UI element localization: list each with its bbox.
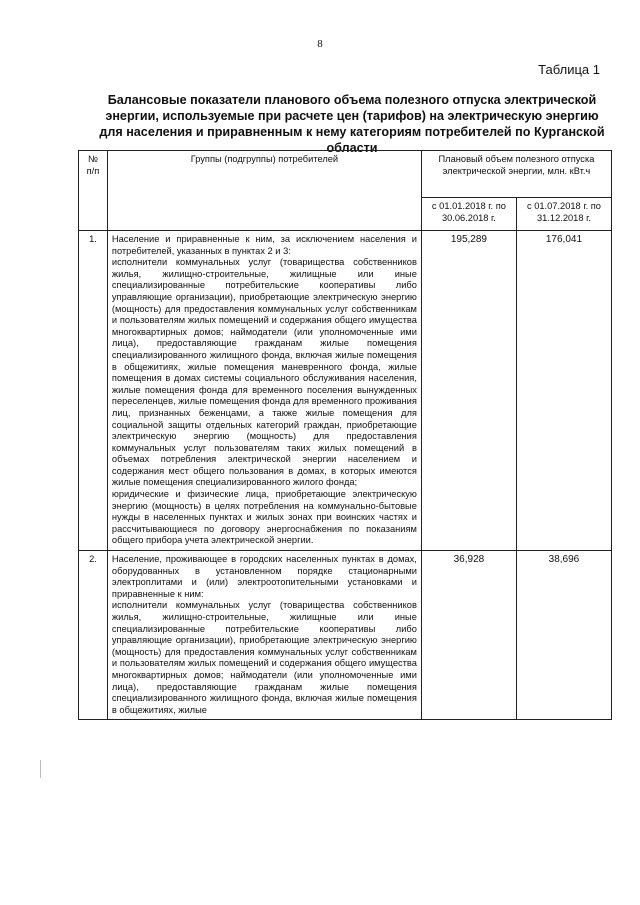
table-row — [79, 231, 612, 551]
header-volume: Плановый объем полезного отпуска электрической энергии, млн. кВт.ч — [421, 151, 611, 198]
value-period-2: 38,696 — [516, 551, 611, 720]
value-period-1: 36,928 — [421, 551, 516, 720]
document-title: Балансовые показатели планового объема полезного отпуска электрической энергии, используемые при расчете цен (тарифов) на электрическую энергию для населения и приравненным к нему категориям потребителей по Курганской области — [99, 93, 605, 155]
consumer-group-text: Население, проживающее в городских населенных пунктах в домах, оборудованных в установленном порядке стационарными электроплитами и (или) электроотопительными установками и приравненные к ним: исполнители коммунальных услуг (товарищества собственников жилья, жилищно-строительные, жилищные или иные специализированные потребительские кооперативы либо управляющие организации), приобретающие электрическую энергию (мощность) для предоставления коммунальных услуг собственникам и пользователям жилых помещений и содержания общего имущества многоквартирных домов; наймодатели (или уполномоченные ими лица), предоставляющие гражданам жилые помещения специализированного жилищного фонда, включая жилые помещения в общежитиях, жилые — [107, 551, 421, 720]
table-label: Таблица 1 — [538, 62, 600, 77]
header-period-2: с 01.07.2018 г. по 31.12.2018 г. — [516, 198, 611, 231]
table-header-row — [79, 151, 612, 198]
scan-artifact — [40, 760, 41, 778]
consumer-group-text: Население и приравненные к ним, за исключением населения и потребителей, указанных в пунктах 2 и 3: исполнители коммунальных услуг (товарищества собственников жилья, жилищно-строительные, жилищные или иные специализированные потребительские кооперативы либо управляющие организации), приобретающие электрическую энергию (мощность) для предоставления коммунальных услуг собственникам и пользователям жилых помещений и содержания общего имущества многоквартирных домов; наймодатели (или уполномоченные ими лица), предоставляющие гражданам жилые помещения специализированного жилищного фонда, включая жилые помещения в общежитиях, жилые помещения маневренного фонда, жилые помещения в домах системы социального обслуживания населения, жилые помещения фонда для временного поселения вынужденных переселенцев, жилые помещения фонда для временного проживания лиц, признанных беженцами, а также жилые помещения для социальной защиты отдельных категорий граждан, приобретающие электрическую энергию (мощность) для предоставления коммунальных услуг пользователям таких жилых помещений в объемах потребления электрической энергии населением и содержания мест общего пользования в домах, в которых имеются жилые помещения специализированного жилого фонда; юридические и физические лица, приобретающие электрическую энергию (мощность) в целях потребления на коммунально-бытовые нужды в населенных пунктах и жилых зонах при воинских частях и рассчитывающиеся по договору энергоснабжения по показаниям общего прибора учета электрической энергии. — [107, 231, 421, 551]
value-period-1: 195,289 — [421, 231, 516, 551]
table-row — [79, 551, 612, 720]
header-period-1: с 01.01.2018 г. по 30.06.2018 г. — [421, 198, 516, 231]
balance-table — [78, 150, 612, 720]
row-number: 1. — [79, 231, 108, 551]
page-number: 8 — [317, 38, 323, 50]
value-period-2: 176,041 — [516, 231, 611, 551]
header-groups: Группы (подгруппы) потребителей — [107, 151, 421, 231]
header-num: № п/п — [79, 151, 108, 231]
row-number: 2. — [79, 551, 108, 720]
